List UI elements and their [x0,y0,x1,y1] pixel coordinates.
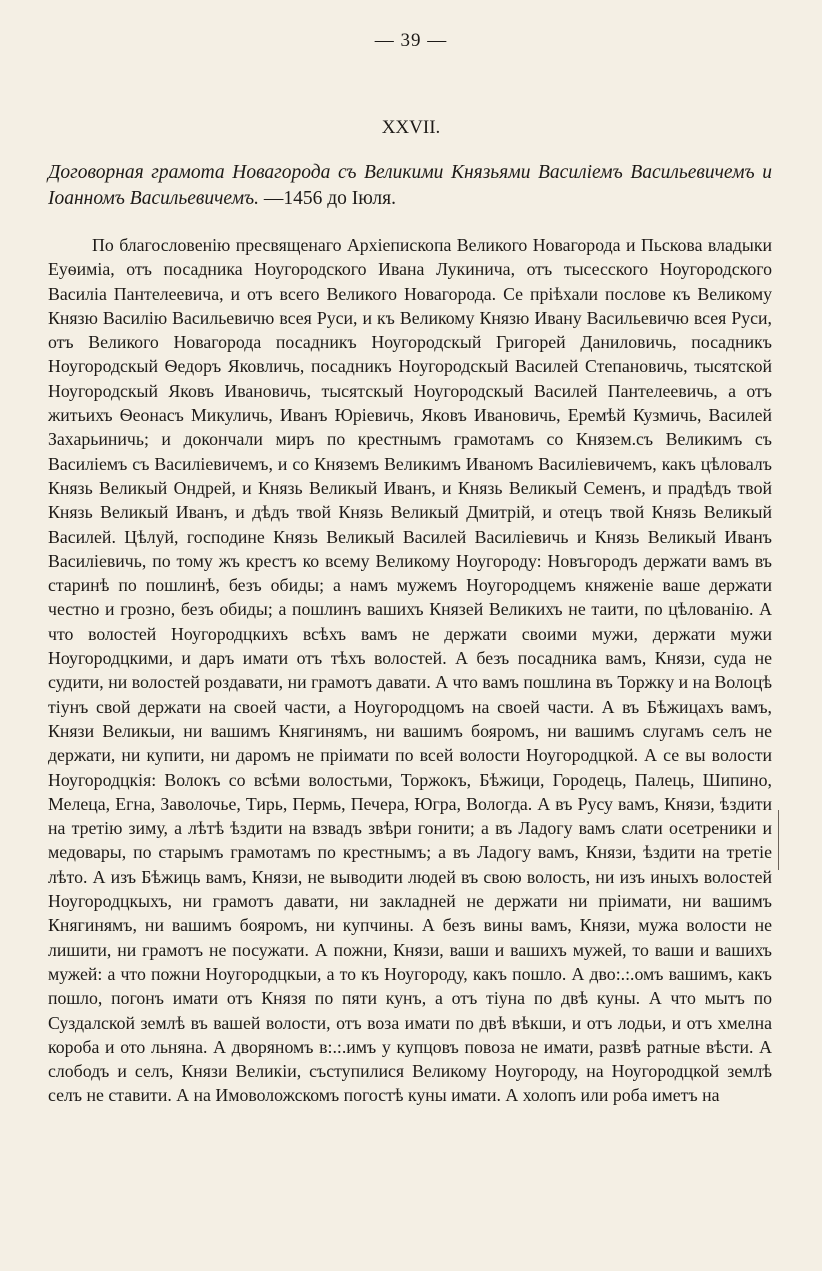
page-edge-mark [778,810,779,870]
page-number: — 39 — [374,30,448,51]
body-paragraph: По благословенію пресвященаго Архіепископа Великого Новагорода и Пьскова владыки Еуѳиміа, отъ посадника Ноугородского Ивана Лукинича, отъ тысесского Ноугородского Василіа Пантелеевича, и отъ всего Великого Новагорода. Се пріѣхали послове къ Великому Князю Василію Васильевичю всея Руси, и къ Великому Князю Ивану Васильевичю всея Руси, отъ Великого Новагорода посадникъ Ноугородскый Григорей Даниловичь, посадникъ Ноугородскый Ѳедоръ Яковличь, посадникъ Ноугородскый Василей Степановичь, тысятской Ноугородскый Яковъ Ивановичь, тысятскый Ноугородскый Василей Пантелеевичь, а отъ житьихъ Ѳеонасъ Микуличь, Иванъ Юріевичь, Яковъ Ивановичь, Еремѣй Кузмичь, Василей Захарьиничь; и докончали миръ по крестнымъ грамотамъ со Князем.съ Великимъ съ Василіемъ съ Василіевичемъ, и со Княземъ Великимъ Иваномъ Василіевичемъ, какъ цѣловалъ Князь Великый Ондрей, и Князь Великый Иванъ, и Князь Великый Семенъ, и прадѣдъ твой Князь Великый Иванъ, и дѣдъ твой Князь Великый Дмитрій, и отецъ твой Князь Великый Василей. Цѣлуй, господине Князь Великый Василей Василіевичь и Князь Великый Иванъ Василіевичь, по тому жъ крестъ ко всему Великому Ноугороду: Новъгородъ держати вамъ въ старинѣ по пошлинѣ, безъ обиды; а намъ мужемъ Ноугородцемъ княженіе ваше держати честно и грозно, безъ обиды; а пошлинъ вашихъ Князей Великихъ не таити, по цѣлованію. А что волостей Ноугородцкихъ всѣхъ вамъ не держати своими мужи, держати мужи Ноугородцкими, и даръ имати отъ тѣхъ волостей. А безъ посадника вамъ, Князи, суда не судити, ни волостей роздавати, ни грамотъ давати. А что вамъ пошлина въ Торжку и на Волоцѣ тіунъ свой держати на своей части, а Ноугородцомъ на своей части. А въ Бѣжицахъ вамъ, Князи Великыи, ни вашимъ Княгинямъ, ни вашимъ бояромъ, ни вашимъ слугамъ селъ не держати, ни купити, ни даромъ не пріимати по всей волости Ноугородцкой. А се вы волости Ноугородцкія: Волокъ со всѣми волостьми, Торжокъ, Бѣжици, Городець, Палець, Шипино, Мелеца, Егна, Заволочье, Тирь, Пермь, Печера, Югра, Вологда. А въ Русу вамъ, Князи, ѣздити на третію зиму, а лѣтѣ ѣздити на взвадъ звѣри гонити; а въ Ладогу вамъ слати осетреники и медовары, по старымъ грамотамъ по крестнымъ; а въ Ладогу вамъ, Князи, ѣздити на третіе лѣто. А изъ Бѣжиць вамъ, Князи, не выводити людей въ свою волость, ни изъ иныхъ волостей Ноугородцкыхъ, ни грамотъ давати, ни закладней не держати ни пріимати, ни вашимъ Княгинямъ, ни вашимъ бояромъ, ни купчины. А безъ вины вамъ, Князи, мужа волости не лишити, ни грамотъ не посужати. А пожни, Князи, ваши и вашихъ мужей, то ваши и вашихъ мужей: а что пожни Ноугородцкыи, а то къ Ноугороду, какъ пошло. А дво:.:.омъ вашимъ, какъ пошло, погонъ имати отъ Князя по пяти кунъ, а отъ тіуна по двѣ куны. А что мытъ по Суздалской землѣ въ вашей волости, отъ воза имати по двѣ вѣкши, и отъ лодьи, и отъ хмелна короба и ото льняна. А дворяномъ в:.:.имъ у купцовъ повоза не имати, развѣ ратные вѣсти. А слободъ и селъ, Князи Великіи, съступилися Великому Ноугороду, на Ноугородцкой землѣ селъ не ставити. А на Имоволожскомъ погостѣ куны имати. А холопъ или роба иметъ на [48,235,772,1106]
section-number: XXVII. [381,117,441,138]
document-title [48,160,772,212]
document-title-text: Договорная грамота Новагорода съ Великими Князьями Василіемъ Васильевичемъ и Іоанномъ Васильевичемъ. [48,162,772,209]
document-title-date: —1456 до Іюля. [263,188,396,209]
